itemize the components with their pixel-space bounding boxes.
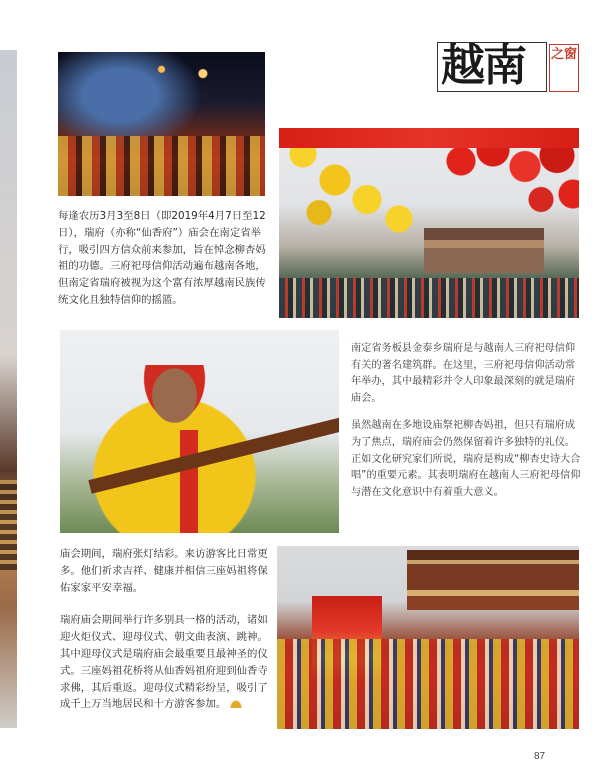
bottom-paragraph-2-text: 瑞府庙会期间举行许多别具一格的活动，诸如迎火炬仪式、迎母仪式、朝文曲表演、跳神。其中迎母仪式是瑞府庙会最重要且最神圣的仪式。三座妈祖花桥将从仙香妈祖府迎到仙香寺求佛，其后重返。迎母仪式精彩纷呈，吸引了成千上万当地居民和十方游客参加。	[60, 614, 268, 711]
magazine-column-logo	[437, 38, 577, 94]
photo-palanquin-procession	[277, 546, 579, 729]
photo-costume-stripe	[180, 430, 198, 533]
right-column-text	[351, 341, 583, 512]
photo-crowd-layer	[58, 136, 265, 196]
right-paragraph-2: 虽然越南在多地设庙祭祀柳杏妈祖，但只有瑞府成为了焦点，瑞府庙会仍然保留着许多独特的礼仪。正如文化研究家们所说，瑞府是构成“柳杏史诗大合唱”的重要元素。其表明瑞府在越南人三府祀母信仰与潜在文化意识中有着重大意义。	[351, 420, 581, 498]
bottom-column-text	[60, 546, 272, 729]
photo-temple-roof	[407, 550, 579, 610]
intro-paragraph: 每逢农历3月3至8日（即2019年4月7日至12日），瑞府（亦称“仙香府”）庙会在南定省举行，吸引四方信众前来参加，旨在悼念柳杏妈祖的功德。三府祀母信仰活动遍布越南各地，但南定省瑞府被视为这个富有浓厚越南民族传统文化且独特信仰的摇篮。	[58, 210, 266, 306]
photo-balloon-arch-temple	[279, 128, 579, 318]
facing-page-edge	[0, 50, 17, 728]
photo-balloon-arch	[279, 128, 579, 148]
lotus-end-icon	[230, 700, 242, 708]
bottom-paragraph-1: 庙会期间，瑞府张灯结彩。来访游客比日常更多。他们祈求吉祥、健康并相信三座妈祖将保佑家家平安幸福。	[60, 548, 268, 594]
photo-crowd-layer	[277, 639, 579, 729]
right-paragraph-1: 南定省务板县金泰乡瑞府是与越南人三府祀母信仰有关的著名建筑群。在这里，三府祀母信仰活动常年举办，其中最精彩并令人印象最深刻的就是瑞府庙会。	[351, 343, 576, 404]
photo-torch-procession	[58, 52, 265, 196]
logo-title: 越南	[441, 40, 525, 91]
logo-seal: 之窗	[549, 44, 579, 92]
photo-elder-musician	[60, 330, 339, 533]
page-number: 87	[534, 751, 546, 762]
bottom-paragraph-2	[60, 612, 272, 713]
facing-page-edge-pattern	[0, 480, 17, 570]
photo-crowd-layer	[279, 278, 579, 318]
